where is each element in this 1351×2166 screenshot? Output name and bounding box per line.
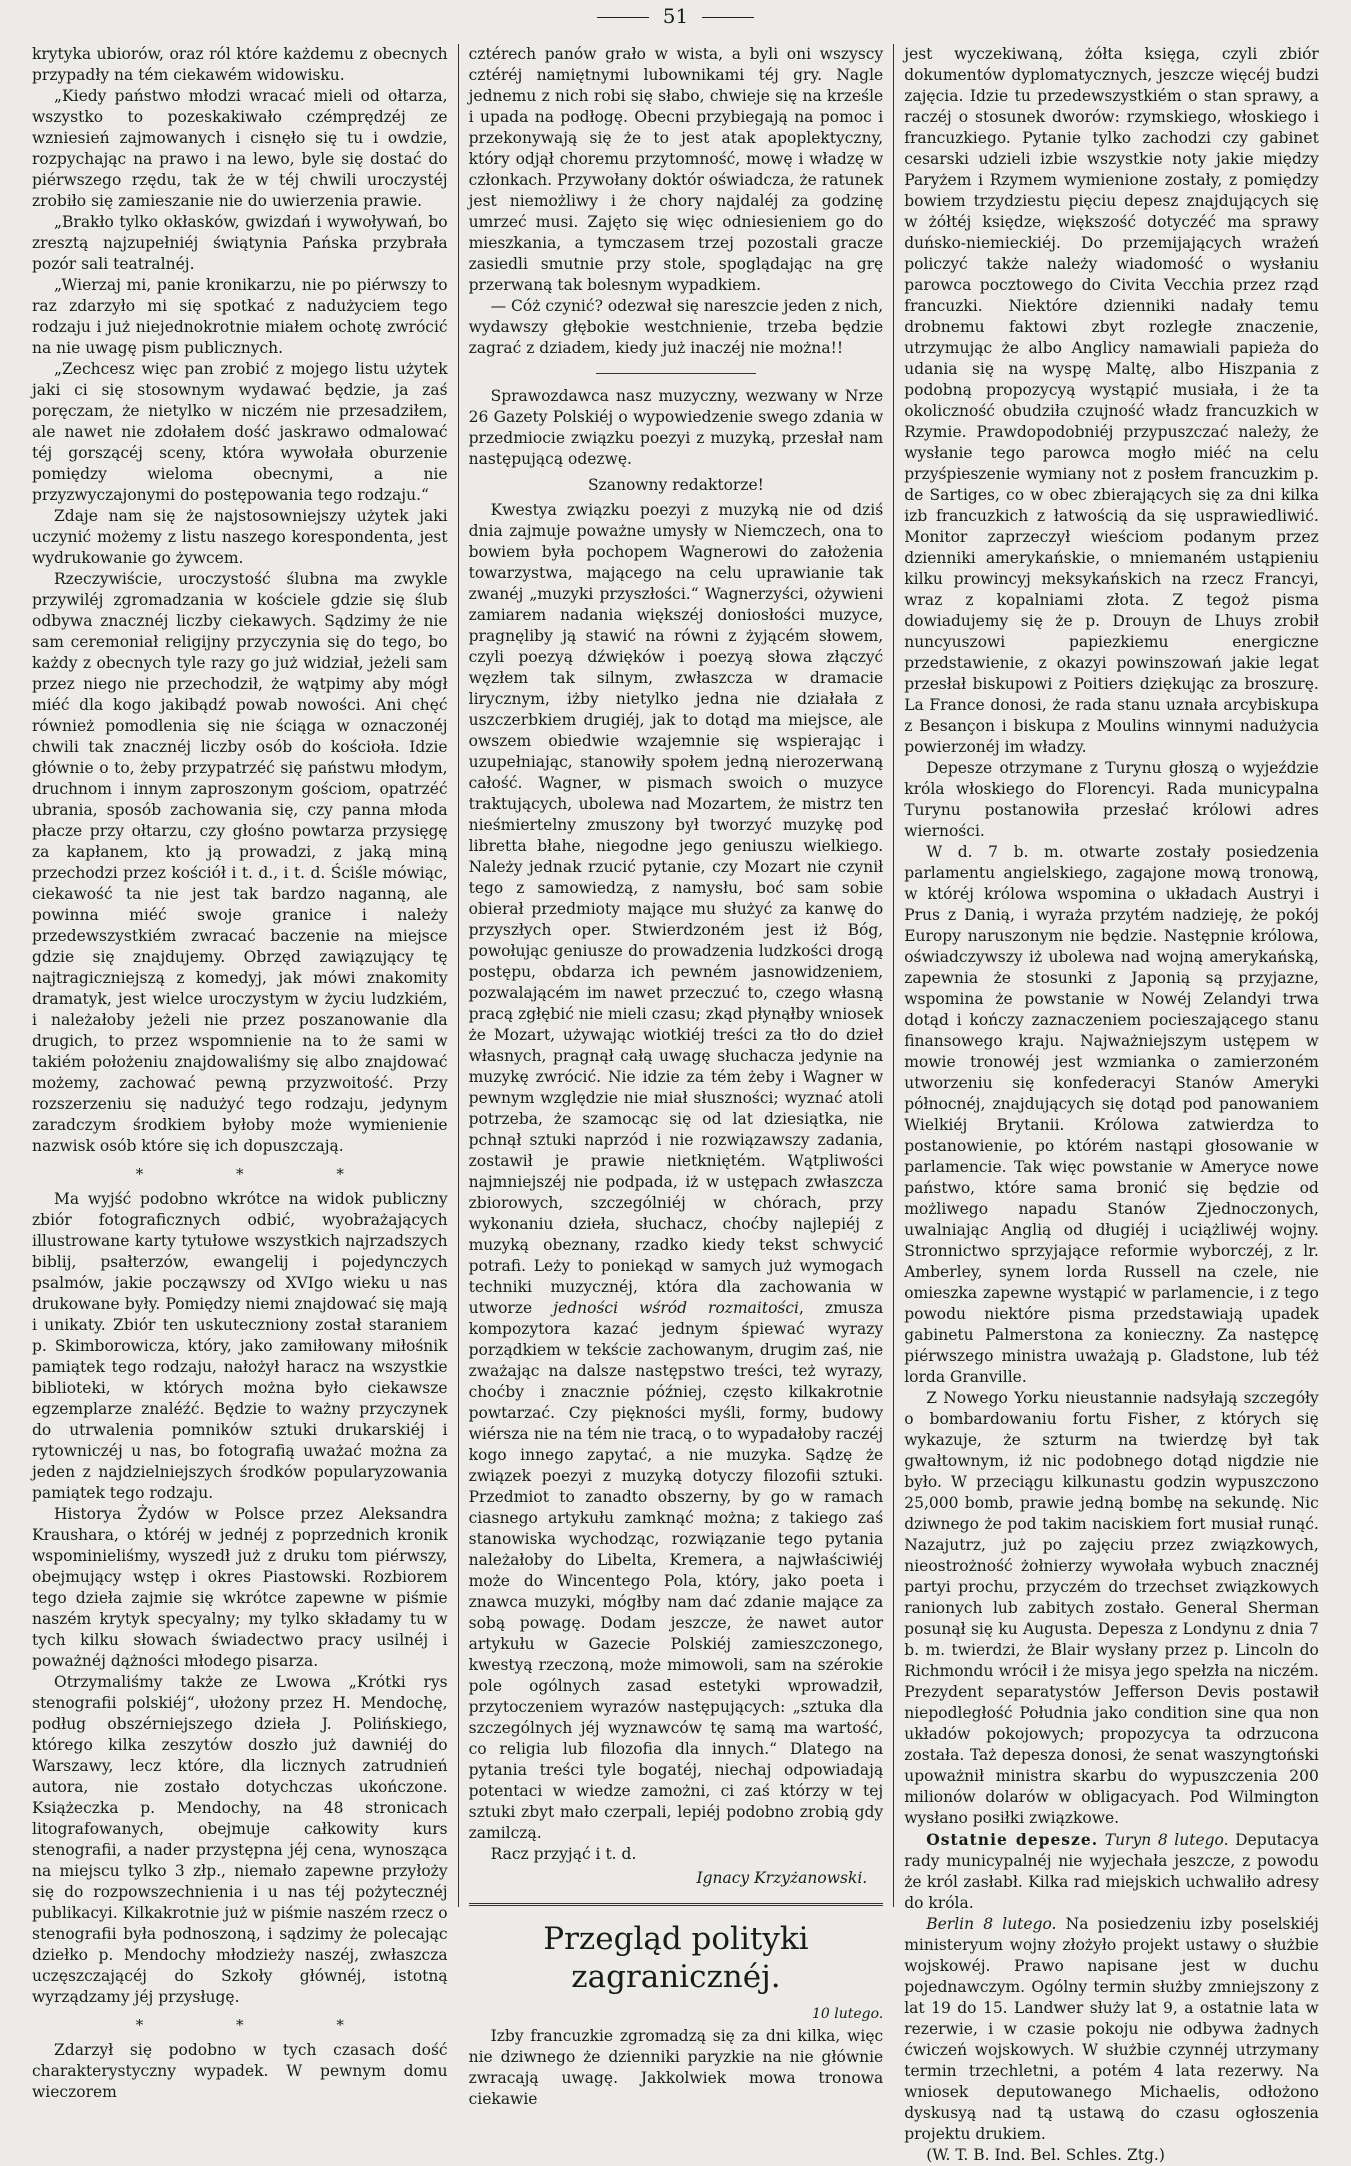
paragraph: Historya Żydów w Polsce przez Aleksandra Kraushara, o któréj w jednéj z poprzednich kronik wspominieliśmy, wyszedł już z druku tom piérwszy, obejmujący wstęp i okres Piastowski. Rozbiorem tego dzieła zajmie się wkrótce zapewne w piśmie naszém krytyk specyalny; my tylko składamy tu w tych kilku słowach świadectwo pracy usilnéj i poważnéj dążności młodego pisarza. (32, 1505, 448, 1670)
section-title: Przegląd polityki zagranicznéj. (543, 1921, 809, 1995)
letter-signature: Ignacy Krzyżanowski. (696, 1869, 868, 1887)
paragraph-text: Deputacya rady municypalnéj nie wyjechała jeszcze, z powodu że król zasłabł. Kilka rad miejskich uchwaliło adresy do króla. (904, 1831, 1319, 1912)
paragraph: krytyka ubiorów, oraz ról które każdemu z obecnych przypadły na tém ciekawém widowisku. (32, 45, 448, 84)
paragraph: Izby francuzkie zgromadzą się za dni kilka, więc nie dziwnego że dzienniki paryzkie na nie głównie zwracają uwagę. Jakkolwiek mowa tronowa ciekawie (468, 2027, 884, 2108)
paragraph-text: Kwestya związku poezyi z muzyką nie od dziś dnia zajmuje poważne umysły w Niemczech, ona to bowiem była pochopem Wagnerowi do założenia towarzystwa, mającego na celu uprawianie tak zwanéj „muzyki przyszłości.“ Wagnerzyści, ożywieni zamiarem nadania większéj doniosłości muzyce, pragnęliby ją stawić na równi z żyjącém słowem, czyli poezyą dźwięków i poezyą słowa złączyć węzłem tak silnym, zwłaszcza w dramacie lirycznym, iżby nietylko jedna nie działała z uszczerbkiem drugiéj, jak to dotąd ma miejsce, ale owszem obiedwie wzajemnie się wspierając i uzupełniając, stanowiły społem jedną nierozerwaną całość. Wagner, w pismach swoich o muzyce traktujących, ubolewa nad Mozartem, że mistrz ten nieśmiertelny zmuszony był tworzyć muzykę pod libretta błahe, niegodne jego geniuszu wielkiego. Należy jednak rzucić pytanie, czy Mozart nie czynił tego z samowiedzą, z namysłu, boć sam sobie obierał przedmioty mające mu służyć za kanwę do przyszłych oper. Stwierdzoném jest iż Bóg, powołując geniusze do prowadzenia ludzkości drogą postępu, obdarza ich pewném jasnowidzeniem, pozwalającém im nawet przeczuć to, czego własną pracą zgłębić nie mieli czasu; zkąd płynąłby wniosek że Mozart, używając wiotkiéj treści za tło do dzieł własnych, pragnął całą uwagę słuchacza jedynie na muzykę zwrócić. Nie idzie za tém żeby i Wagner w pewnym względzie nie miał słuszności; wyznać atoli potrzeba, że szamocąc się od lat dziesiątka, nie pchnął sztuki naprzód i nie rozwiązawszy zadania, zostawił je prawie nietkniętém. Wątpliwości najmniejszéj nie podpada, iż w ustępach zwłaszcza zbiorowych, szczególniéj w chórach, przy wykonaniu dzieła, słuchacz, choćby najlepiéj z muzyką obeznany, rzadko kiedy tekst schwycić potrafi. Leży to poniekąd w samych już wymogach techniki muzycznéj, która dla zachowania w utworze (468, 501, 884, 1317)
dateline: Berlin 8 lutego. (926, 1915, 1057, 1933)
paragraph-text: Na posiedzeniu izby poselskiéj ministeryum wojny złożyło projekt ustawy o służbie wojskowéj. Prawo napisane jest w duchu pojednawczym. Ogólny termin służby zmniejszony z lat 19 do 15. Landwer służy lat 9, a ostatnie lata w rezerwie, i w czasie pokoju nie odbywa żadnych ćwiczeń wojskowych. W służbie czynnéj utrzymany termin trzechletni, a potém 4 lata rezerwy. Na wniosek deputowanego Michaelis, odłożono dyskusyą nad tą ustawą do czasu ogłoszenia projektu drukiem. (904, 1915, 1319, 2143)
paragraph: jest wyczekiwaną, żółta księga, czyli zbiór dokumentów dyplomatycznych, jeszcze więcéj budzi zajęcia. Idzie tu przedewszystkiém o stan sprawy, a raczéj o stosunek dworów: rzymskiego, włoskiego i francuzkiego. Pytanie tylko zachodzi czy gabinet cesarski udzieli izbie wszystkie noty jakie między Paryżem i Rzymem wymienione zostały, z pomiędzy bowiem trzydziestu pięciu depesz znajdujących się w żółtéj księdze, większość dotyczéć ma sprawy duńsko-niemieckiéj. Do przemijających wrażeń policzyć także należy wiadomość o wysłaniu parowca pocztowego do Civita Vecchia przez rząd francuzki. Niektóre dzienniki nadały temu drobnemu faktowi zbyt rozległe znaczenie, utrzymując że albo Anglicy namawiali papieża do udania się na wyspę Maltę, albo Hiszpania z podobną propozycyą wystąpić musiała, i że ta okoliczność obudziła czujność władz francuzkich w Rzymie. Prawdopodobniéj przypuszczać należy, że wysłanie tego parowca mogło miéć na celu przyśpieszenie wymiany not z posłem francuzkim p. de Sartiges, co w obec zbierających się za dni kilka izb francuzkich z łatwością da się usprawiedliwić. Monitor zaprzeczył wieściom podanym przez dzienniki amerykańskie, o mniemaném ustąpieniu kilku prowincyj meksykańskich na rzecz Francyi, wraz z kopalniami złota. Z tegoż pisma dowiadujemy się że p. Drouyn de Lhuys zrobił nuncyuszowi papiezkiemu energiczne przedstawienie, z okazyi powinszowań jakie legat przesłał biskupowi z Poitiers dziękując za broszurę. La France donosi, że rada stanu uznała arcybiskupa z Besançon i biskupa z Moulins winnymi nadużycia powierzonéj im władzy. (904, 45, 1319, 756)
paragraph: Depesze otrzymane z Turynu głoszą o wyjeździe króla włoskiego do Florencyi. Rada municypalna Turynu postanowiła przesłać królowi adres wierności. (904, 759, 1319, 840)
page-number: 51 (0, 4, 1351, 28)
paragraph: „Zechcesz więc pan zrobić z mojego listu użytek jaki ci się stosownym wydawać będzie, ja zaś poręczam, że nietylko w niczém nie przesadziłem, ale nawet nie zdołałem dość jaskrawo odmalować téj gorszącéj sceny, która wywołała oburzenie pomiędzy wieloma obecnymi, a nie przyzwyczajonymi do postępowania tego rodzaju.“ (32, 360, 448, 504)
paragraph: cztérech panów grało w wista, a byli oni wszyscy cztéréj namiętnymi lubownikami téj gry. Nagle jednemu z nich robi się słabo, chwieje się na krześle i upada na podłogę. Obecni przybiegają na pomoc i przekonywają się że to jest atak apoplektyczny, który odjął choremu przytomność, mowę i władzę w członkach. Przywołany doktór oświadcza, że ratunek jest niemożliwy i że chory najdaléj za godzinę umrzeć musi. Zajęto się więc odniesieniem go do mieszkania, a tymczasem trzej pozostali gracze zasiedli smutnie przy stole, spoglądając na grę przerwaną tak bolesnym wypadkiem. (468, 45, 884, 294)
paragraph: „Kiedy państwo młodzi wracać mieli od ołtarza, wszystko to pozeskakiwało czémprędzéj ze wzniesień zajmowanych i cisnęło się tu i owdzie, rozpychając na prawo i na lewo, byle się dostać do piérwszego rzędu, tak że w téj chwili uroczystéj zrobiło się zamieszanie nie do uwierzenia prawie. (32, 87, 448, 210)
column-2 (458, 44, 894, 2108)
paragraph: Zdarzył się podobno w tych czasach dość charakterystyczny wypadek. W pewnym domu wieczorem (32, 2041, 448, 2101)
paragraph: Ma wyjść podobno wkrótce na widok publiczny zbiór fotograficznych odbić, wyobrażających illustrowane karty tytułowe wszystkich najrzadszych biblij, psałterzów, ewangelij i pojedynczych psalmów, jakie począwszy od XVIgo wieku u nas drukowane były. Pomiędzy niemi znajdować się mają i unikaty. Zbiór ten uskuteczniony został staraniem p. Skimborowicza, który, jako zamiłowany miłośnik pamiątek tego rodzaju, nałożył haracz na wszystkie biblioteki, w których można było ciekawsze egzemplarze znaléźć. Będzie to ważny przyczynek do utrwalenia pomników sztuki drukarskiéj i rytowniczéj u nas, bo fotografią uważać można za jeden z najdzielniejszych środków popularyzowania pamiątek tego rodzaju. (32, 1190, 448, 1502)
dateline: 10 lutego. (811, 2006, 884, 2022)
dateline: Turyn 8 lutego. (1104, 1831, 1229, 1849)
divider (596, 373, 756, 374)
section-separator-stars: * * * (135, 1165, 388, 1183)
paragraph: — Cóż czynić? odezwał się nareszcie jeden z nich, wydawszy głębokie westchnienie, trzeba będzie zagrać z dziadem, kiedy już inaczéj nie można!! (468, 297, 884, 357)
paragraph (904, 1914, 1319, 2145)
section-divider (469, 1903, 884, 1906)
column-3 (893, 44, 1329, 2164)
paragraph: Racz przyjąć i t. d. (490, 1845, 637, 1863)
paragraph: W d. 7 b. m. otwarte zostały posiedzenia parlamentu angielskiego, zagajone mową tronową, w któréj królowa wspomina o układach Austryi i Prus z Danią, i wyraża przytém nadzieję, że pokój Europy naruszonym nie będzie. Następnie królowa, oświadczywszy iż ubolewa nad wojną amerykańską, zapewnia że stosunki z Japonią są przyjazne, wspomina że powstanie w Nowéj Zelandyi trwa dotąd i kończy zaznaczeniem pocieszającego stanu finansowego kraju. Najważniejszym ustępem w mowie tronowéj jest wzmianka o zamierzoném utworzeniu się konfederacyi Stanów Ameryki północnéj, znajdujących się dotąd pod panowaniem Wielkiéj Brytanii. Królowa zatwierdza to postanowienie, po którém nastąpi głosowanie w parlamencie. Tak więc powstanie w Ameryce nowe państwo, które sama bronić się będzie od możliwego napadu Stanów Zjednoczonych, uwalniając Anglią od długiéj i uciążliwéj wojny. Stronnictwo sprzyjające reformie wyborczéj, z lr. Amberley, synem lorda Russell na czele, nie omieszka zapewne wystąpić w parlamencie, i z tego powodu niektóre pisma przedstawiają upadek gabinetu Palmerstona za konieczny. Za następcę piérwszego ministra uważają p. Gladstone, lub téż lorda Granville. (904, 843, 1319, 1386)
emphasized-phrase: jedności wśród rozmaitości (553, 1299, 800, 1317)
subheading: Ostatnie depesze. (926, 1830, 1099, 1849)
paragraph: Sprawozdawca nasz muzyczny, wezwany w Nrze 26 Gazety Polskiéj o wypowiedzenie swego zdania w przedmiocie związku poezyi z muzyką, przesłał nam następującą odezwę. (468, 387, 884, 468)
paragraph-text: , zmusza kompozytora kazać jednym śpiewać wyrazy porządkiem w tekście zachowanym, drugim zaś, nie zważając na dalsze następstwo treści, też wyrazy, choćby i znacznie później, często kilkakrotnie powtarzać. Czy piękności myśli, formy, budowy wiérsza nie na tém nie tracą, o to wypadałoby raczéj kogo innego zapytać, a nie muzyka. Sądzę że związek poezyi z muzyką dotyczy filozofii sztuki. Przedmiot to zanadto obszerny, by go w ramach ciasnego artykułu zamknąć można; z takiego zaś stanowiska wychodząc, rozwiązanie tego pytania należałoby do Libelta, Kremera, a najwłaściwiéj może do Wincentego Pola, który, jako poeta i znawca muzyki, mógłby nam dać zdanie mające za sobą powagę. Dodam jeszcze, że nawet autor artykułu w Gazecie Polskiéj zamieszczonego, kwestyą rzeczoną, może mimowoli, sam na szérokie pole ogólnych zasad estetyki wprowadził, przytoczeniem wyrazów następujących: „sztuka dla szczególnych jéj wyznawców tę samą ma wartość, co religia lub filozofia dla innych.“ Dlatego na pytania treści tyle bogatéj, niechaj odpowiadają potentaci w wiedze zamożni, ci zaś którzy w tej sztuki zbyt mało czerpali, lepiéj podobno zrobią gdy zamilczą. (468, 1299, 884, 1842)
paragraph (904, 1829, 1319, 1914)
source-line: (W. T. B. Ind. Bel. Schles. Ztg.) (926, 2146, 1165, 2164)
paragraph (469, 500, 884, 1844)
paragraph: Z Nowego Yorku nieustannie nadsyłają szczegóły o bombardowaniu fortu Fisher, z których się wykazuje, że szturm na twierdzę był tak gwałtownym, iż nic podobnego dotąd nigdzie nie było. W przeciągu kilkunastu godzin wypuszczono 25,000 bomb, prawie jedną bombę na sekundę. Nic dziwnego że pod takim naciskiem fort musiał runąć. Nazajutrz, już po zajęciu przez związkowych, nieostrożność żołnierzy wywołała wybuch znacznéj partyi prochu, przyczém do trzechset związkowych ranionych lub zabitych zostało. General Sherman posunął się ku Augusta. Depesza z Londynu z dnia 7 b. m. twierdzi, że Blair wysłany przez p. Lincoln do Richmondu wrócił i że misya jego spełzła na niczém. Prezydent separatystów Jefferson Devis postawił niepodległość Południa jako condition sine qua non układów pokojowych; propozycya ta odrzucona została. Taż depesza donosi, że senat waszyngtoński upoważnił ministra skarbu do wypuszczenia 200 milionów dolarów w obligacyach. Pod Wilmington wysłano posiłki związkowe. (904, 1389, 1319, 1827)
paragraph: Zdaje nam się że najstosowniejszy użytek jaki uczynić możemy z listu naszego korespondenta, jest wydrukowanie go żywcem. (32, 507, 448, 567)
paragraph: Otrzymaliśmy także ze Lwowa „Krótki rys stenografii polskiéj“, ułożony przez H. Mendochę, podług obszérniejszego dzieła J. Polińskiego, którego kilka zeszytów doszło już dawniéj do Warszawy, lecz które, dla licznych zatrudnień autora, nie zostało dotychczas ukończone. Książeczka p. Mendochy, na 48 stronicach litografowanych, obejmuje całkowity kurs stenografii, a nader przystępna jéj cena, wynosząca na miejscu tylko 3 złp., niemało zapewne przyłoży się do rozpowszechnienia i u nas téj pożytecznéj publikacyi. Kilkakrotnie już w piśmie naszém rzecz o stenografii była podnoszoną, i sądzimy że polecając dziełko p. Mendochy młodzieży naszéj, zwłaszcza uczęszczającéj do Szkoły głównéj, istotną wyrządzamy jéj przysługę. (32, 1673, 448, 2006)
section-separator-stars: * * * (135, 2016, 388, 2034)
text-columns (22, 44, 1329, 2164)
letter-salutation: Szanowny redaktorze! (587, 476, 764, 494)
paragraph: „Wierzaj mi, panie kronikarzu, nie po piérwszy to raz zdarzyło mi się spotkać z nadużyciem tego rodzaju i już niejednokrotnie miałem ochotę zwrócić na nie uwagę pism publicznych. (32, 276, 448, 357)
column-1 (22, 44, 458, 2101)
paragraph: „Brakło tylko okłasków, gwizdań i wywoływań, bo zresztą najzupełniéj świątynia Pańska przybrała pozór sali teatralnéj. (32, 213, 448, 273)
paragraph: Rzeczywiście, uroczystość ślubna ma zwykle przywiléj zgromadzania w kościele gdzie się ślub odbywa znacznéj liczby ciekawych. Sądzimy że nie sam ceremoniał religijny przyczynia się do tego, bo każdy z obecnych tyle razy go już widział, jeżeli sam przez niego nie przechodził, że wątpimy aby mógł miéć dla kogo jakibądź powab nowości. Ani chęć również pomodlenia się nie ściąga w oznaczonéj chwili tak znacznéj liczby osób do kościoła. Idzie głównie o to, żeby przypatrzéć się państwu młodym, druchnom i innym zaproszonym gościom, opatrzéć ubrania, sposób zachowania się, czy panna młoda płacze przy ołtarzu, czy głośno powtarza przysięgę za kapłanem, kto ją prowadzi, z jaką miną przechodzi przez kościół i t. d., i t. d. Ściśle mówiąc, ciekawość ta nie jest tak bardzo naganną, ale powinna miéć swoje granice i należy przedewszystkiém zwracać baczenie na miejsce gdzie się znajdujemy. Obrzęd zawiązujący tę najtragiczniejszą z komedyj, jak mówi znakomity dramatyk, jest wielce uroczystym w życiu ludzkiém, i należałoby jeżeli nie przez poszanowanie dla drugich, to przez wspomnienie na to że sami w takiém położeniu znajdowaliśmy się albo znajdować możemy, zachować pewną przyzwoitość. Przy rozszerzeniu się nadużyć tego rodzaju, jedynym zaradczym środkiem byłoby może wymienienie nazwisk osób które się ich dopuszczają. (32, 570, 448, 1155)
